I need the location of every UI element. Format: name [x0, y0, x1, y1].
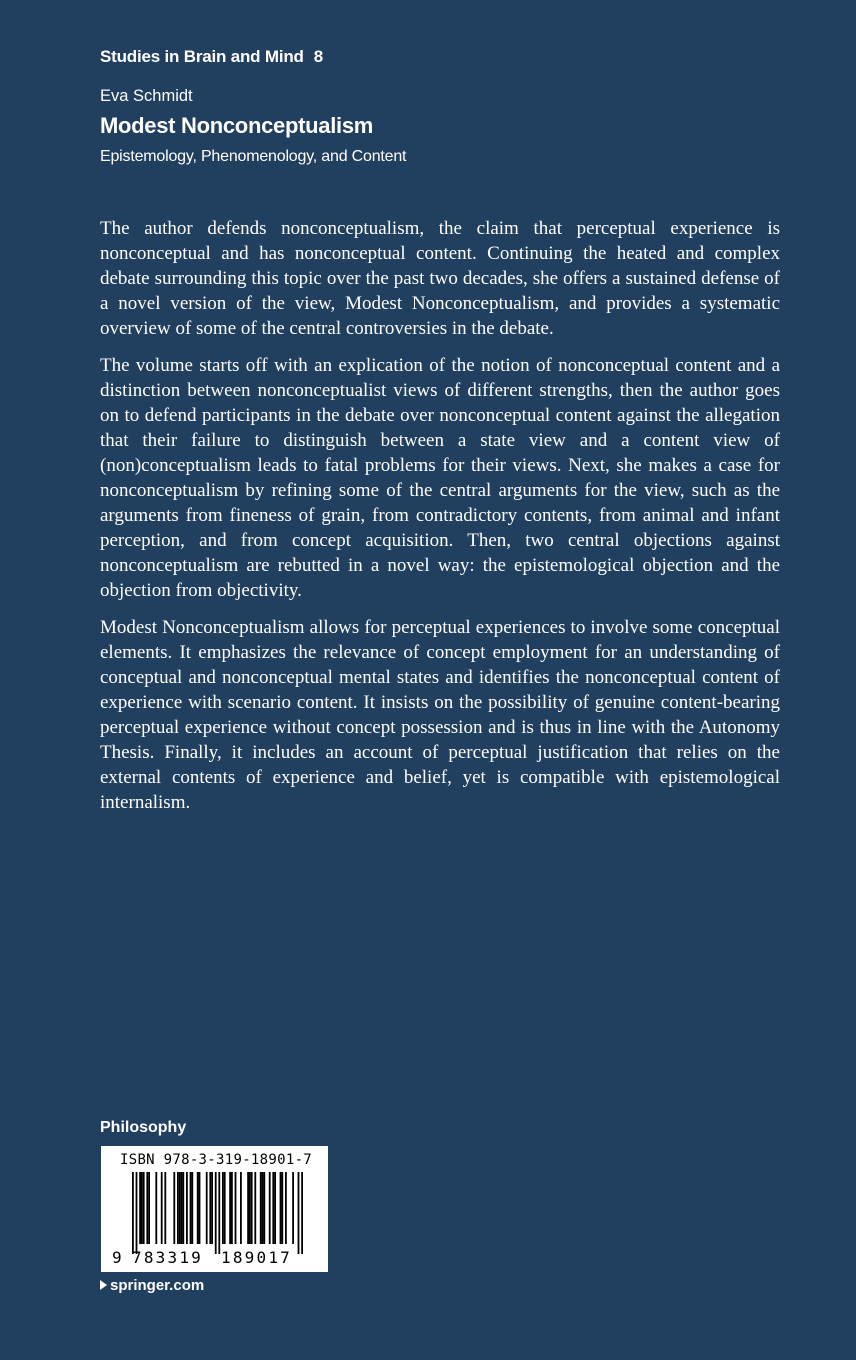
barcode-bar	[132, 1172, 134, 1254]
barcode-bar	[260, 1172, 262, 1244]
barcode-bar	[191, 1172, 193, 1244]
barcode-bar	[247, 1172, 249, 1244]
barcode-bar	[155, 1172, 157, 1244]
barcode-bar	[206, 1172, 208, 1244]
book-subtitle: Epistemology, Phenomenology, and Content	[100, 148, 407, 165]
barcode-bar	[281, 1172, 283, 1244]
barcode-bar	[298, 1172, 300, 1254]
barcode-bar	[141, 1172, 143, 1244]
barcode-bar	[235, 1172, 237, 1244]
barcode-bar	[182, 1172, 184, 1244]
blurb-paragraph: The volume starts off with an explication of the notion of nonconceptual content and a distinction between nonconceptualist views of different strengths, then the author goes on to defend participants in the debate over nonconceptual content against the allegation that their failure to distinguish between a state view and a content view of (non)conceptualism leads to fatal problems for their views. Next, she makes a case for nonconceptualism by refining some of the central arguments for the view, such as the arguments from fineness of grain, from contradictory contents, from animal and infant perception, and from concept acquisition. Then, two central objections against nonconceptualism are rebutted in a novel way: the epistemological objection and the objection from objectivity.	[100, 355, 780, 601]
barcode-bar	[292, 1172, 294, 1244]
blurb	[100, 216, 780, 827]
series-title	[100, 47, 323, 67]
blurb-paragraph: Modest Nonconceptualism allows for perceptual experiences to involve some conceptual elements. It emphasizes the relevance of concept employment for an understanding of conceptual and nonconceptual mental states and identifies the nonconceptual content of experience with scenario content. It insists on the possibility of genuine content-bearing perceptual experience without concept possession and is thus in line with the Autonomy Thesis. Finally, it includes an account of perceptual justification that relies on the external contents of experience and belief, yet is compatible with epistemological internalism.	[100, 617, 780, 813]
barcode-bar	[199, 1172, 201, 1244]
barcode-bar	[186, 1172, 188, 1244]
barcode-bar	[146, 1172, 148, 1244]
barcode-bar	[222, 1172, 224, 1244]
barcode-bar	[229, 1172, 231, 1244]
subject-category: Philosophy	[100, 1119, 187, 1136]
barcode-bar	[181, 1172, 183, 1244]
barcode-bar	[285, 1172, 287, 1244]
barcode-bar	[211, 1172, 213, 1244]
barcode-bar	[209, 1172, 211, 1244]
book-title: Modest Nonconceptualism	[100, 113, 374, 138]
barcode-bar	[262, 1172, 264, 1244]
barcode-bar	[143, 1172, 145, 1244]
barcode-bar	[274, 1172, 276, 1244]
author-name: Eva Schmidt	[100, 87, 193, 105]
barcode-bar	[136, 1172, 138, 1254]
barcode-bar	[280, 1172, 282, 1244]
barcode-bar	[164, 1172, 166, 1244]
series-volume: 8	[313, 47, 323, 66]
website-text: springer.com	[110, 1277, 205, 1294]
barcode-bar	[173, 1172, 175, 1244]
series-name: Studies in Brain and Mind	[100, 47, 304, 66]
barcode-bar	[179, 1172, 181, 1244]
barcode-bar	[301, 1172, 303, 1254]
barcode-bar	[161, 1172, 163, 1244]
barcode-bar	[240, 1172, 242, 1244]
blurb-paragraph: The author defends nonconceptualism, the claim that perceptual experience is nonconceptual and has nonconceptual content. Continuing the heated and complex debate surrounding this topic over the past two decades, she offers a sustained defense of a novel version of the view, Modest Nonconceptualism, and provides a systematic overview of some of the central controversies in the debate.	[100, 218, 780, 339]
barcode-bar	[263, 1172, 265, 1244]
barcode-bar	[148, 1172, 150, 1244]
isbn-label: ISBN 978-3-319-18901-7	[120, 1152, 313, 1168]
ean-right-digits: 189017	[221, 1248, 292, 1267]
ean-first-digit: 9	[112, 1248, 122, 1267]
arrow-right-icon	[100, 1280, 107, 1290]
barcode-bar	[272, 1172, 274, 1244]
barcode-bar	[139, 1172, 141, 1244]
website-link[interactable]	[100, 1277, 204, 1294]
barcode-bar	[197, 1172, 199, 1244]
barcode-bar	[190, 1172, 192, 1244]
barcode-bar	[269, 1172, 271, 1244]
isbn-barcode	[101, 1146, 328, 1272]
barcode-bar	[251, 1172, 253, 1244]
barcode-bar	[231, 1172, 233, 1244]
barcode-bar	[215, 1172, 217, 1254]
barcode-bar	[218, 1172, 220, 1254]
barcode-bar	[249, 1172, 251, 1244]
barcode-bar	[224, 1172, 226, 1244]
barcode-bar	[254, 1172, 256, 1244]
barcode-bar	[177, 1172, 179, 1244]
ean-left-digits: 783319	[132, 1248, 203, 1267]
